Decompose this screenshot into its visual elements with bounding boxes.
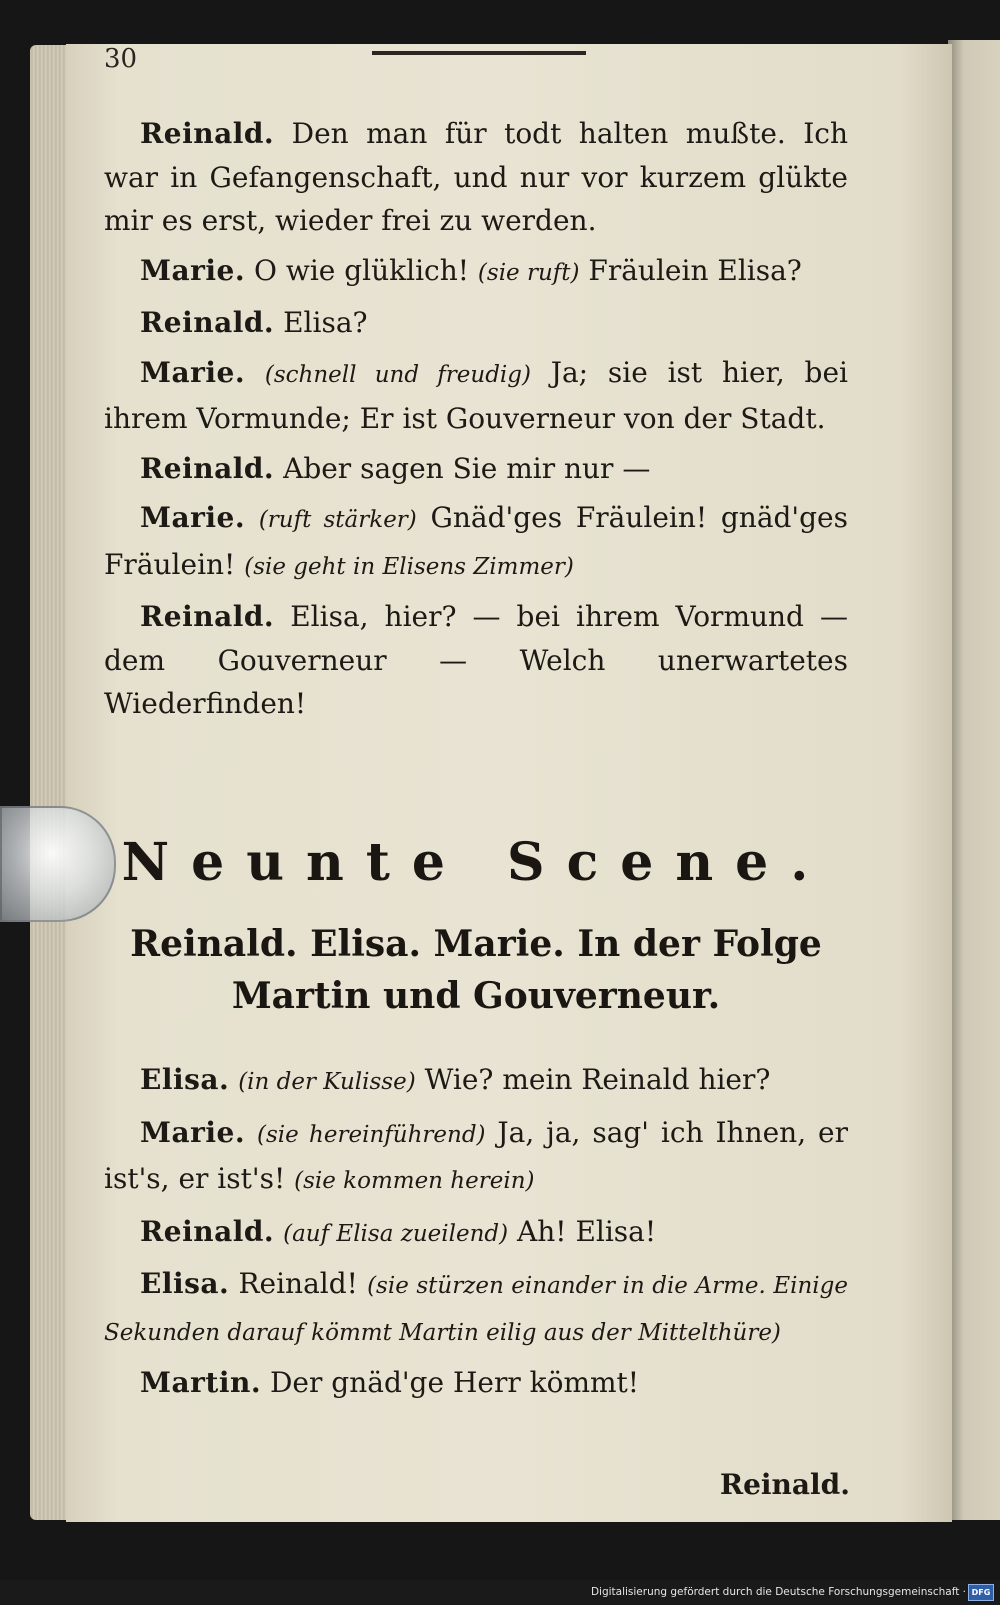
stage-direction: (auf Elisa zueilend) <box>283 1220 509 1247</box>
speaker-name: Elisa. <box>140 1063 230 1096</box>
page-number: 30 <box>104 44 138 74</box>
text-block-bottom <box>104 1058 848 1411</box>
dialogue-text: Aber sagen Sie mir nur — <box>283 451 651 485</box>
dialogue-line <box>104 1262 848 1355</box>
stage-direction: (sie kommen herein) <box>294 1168 535 1194</box>
speaker-name: Marie. <box>140 355 246 389</box>
dialogue-text: Reinald! <box>238 1267 358 1300</box>
dialogue-text: Ah! Elisa! <box>517 1214 657 1248</box>
dialogue-text: Ja; sie ist hier, bei ihrem Vormunde; Er ist Gouverneur von der Stadt. <box>104 355 848 435</box>
dialogue-text: Gnäd'ges Fräulein! gnäd'ges Fräulein! <box>104 501 848 581</box>
speaker-name: Elisa. <box>140 1267 230 1300</box>
dialogue-text: Den man für todt halten mußte. Ich war in Gefangenschaft, und nur vor kurzem glükte mir es erst, wieder frei zu werden. <box>104 117 849 237</box>
dialogue-line <box>104 1210 848 1257</box>
dialogue-line <box>104 112 848 243</box>
stage-direction: (sie stürzen einander in die Arme. Einige Sekunden darauf kömmt Martin eilig aus der Mittelthüre) <box>104 1273 849 1346</box>
dialogue-line <box>104 249 848 296</box>
speaker-name: Martin. <box>140 1366 262 1399</box>
scene-title: Neunte Scene. <box>121 832 831 893</box>
speaker-name: Reinald. <box>140 600 275 633</box>
dialogue-text: O wie glüklich! <box>254 253 470 287</box>
stage-direction: (sie geht in Elisens Zimmer) <box>244 553 574 580</box>
speaker-name: Reinald. <box>140 1214 275 1248</box>
dialogue-text: Ja, ja, sag' ich Ihnen, er ist's, er ist's! <box>104 1115 848 1195</box>
dialogue-text: Elisa? <box>283 306 368 339</box>
dialogue-text: Der gnäd'ge Herr kömmt! <box>269 1366 640 1399</box>
header-rule <box>372 51 586 55</box>
speaker-name: Marie. <box>140 253 246 287</box>
dialogue-line <box>104 595 848 726</box>
dfg-logo: DFG <box>968 1584 994 1601</box>
catchword: Reinald. <box>719 1468 850 1501</box>
stage-direction: (schnell und freudig) <box>264 361 531 388</box>
stage-direction: (ruft stärker) <box>258 507 417 533</box>
speaker-name: Reinald. <box>140 451 275 485</box>
footer-credit: Digitalisierung gefördert durch die Deutsche Forschungsgemeinschaft · <box>590 1586 966 1598</box>
stage-direction: (sie ruft) <box>477 259 580 286</box>
dialogue-line <box>104 447 848 491</box>
page-clip <box>0 806 116 922</box>
dialogue-text: Fräulein Elisa? <box>588 253 802 287</box>
dialogue-line <box>104 351 848 441</box>
stage-direction: (in der Kulisse) <box>238 1069 416 1095</box>
stage-direction: (sie hereinführend) <box>257 1121 486 1148</box>
text-block-top <box>104 112 848 732</box>
dialogue-line <box>104 1361 848 1405</box>
dialogue-line <box>104 1111 848 1204</box>
speaker-name: Marie. <box>140 1115 246 1149</box>
book-page-edges-right <box>948 40 1000 1520</box>
speaker-name: Marie. <box>140 501 246 534</box>
speaker-name: Reinald. <box>140 306 275 339</box>
dialogue-text: Wie? mein Reinald hier? <box>424 1063 771 1096</box>
dialogue-line <box>104 496 848 589</box>
dialogue-line <box>104 301 848 345</box>
scene-cast: Reinald. Elisa. Marie. In der Folge Martin und Gouverneur. <box>130 923 822 1017</box>
dialogue-line <box>104 1058 848 1105</box>
dialogue-text: Elisa, hier? — bei ihrem Vormund — dem Gouverneur — Welch unerwartetes Wiederfinden! <box>104 600 849 720</box>
speaker-name: Reinald. <box>140 117 275 150</box>
